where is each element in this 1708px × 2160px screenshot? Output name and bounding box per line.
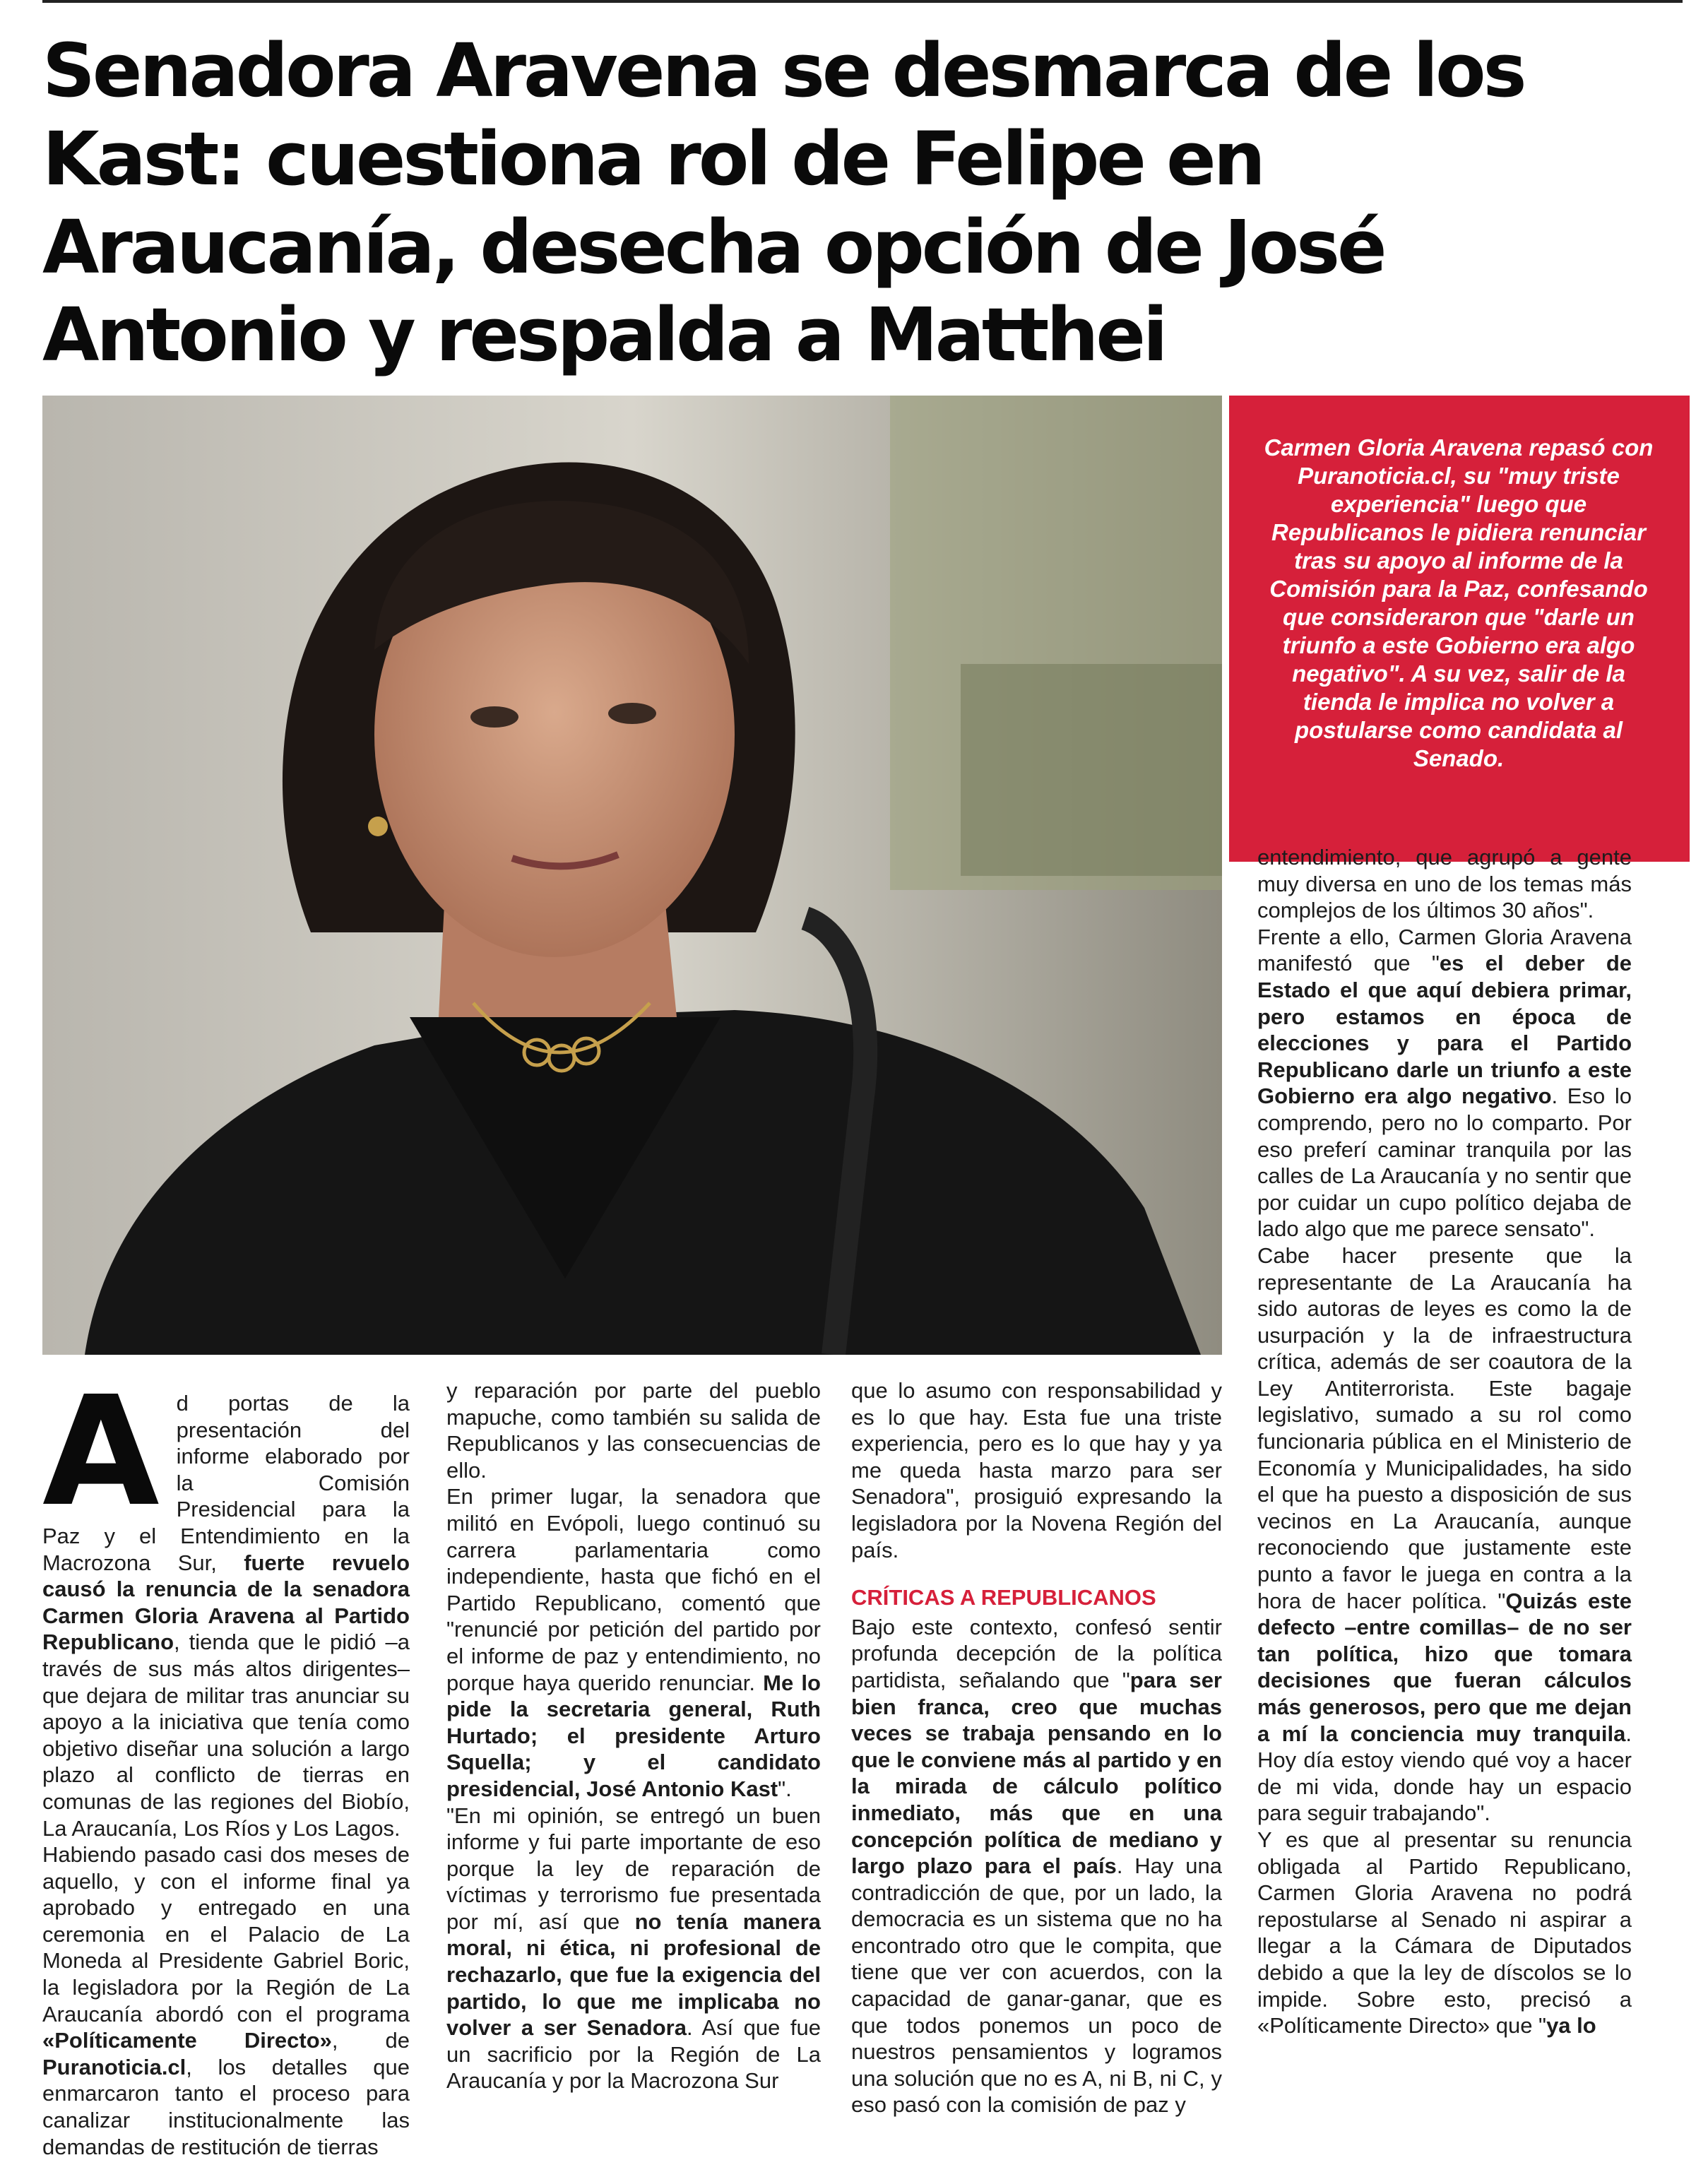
highlight-callout: [1229, 396, 1690, 862]
article-column-4: [1257, 844, 1632, 2039]
top-rule: [42, 0, 1683, 3]
paragraph: Y es que al presentar su renuncia obligada al Partido Republicano, Carmen Gloria Aravena no podrá repostularse al Senado ni aspirar a llegar a la Cámara de Diputados debido a que la ley de díscolos se lo impide. Sobre esto, precisó a «Políticamente Directo» que "ya lo: [1257, 1827, 1632, 2039]
paragraph: "En mi opinión, se entregó un buen informe y fui parte importante de eso porque la ley de reparación de víctimas y terrorismo fue presentada por mí, así que no tenía manera moral, ni ética, ni profesional de rechazarlo, que fue la exigencia del partido, lo que me implicaba no volver a ser Senadora. Así que fue un sacrificio por la Región de La Araucanía y por la Macrozona Sur: [446, 1803, 821, 2094]
section-subhead: CRÍTICAS A REPUBLICANOS: [851, 1585, 1156, 1610]
paragraph: que lo asumo con responsabilidad y es lo que hay. Esta fue una triste experiencia, pero es lo que hay y ya me queda hasta marzo para ser Senadora", prosiguió expresando la legisladora por la Novena Región del país.: [851, 1378, 1222, 1562]
headline: Senadora Aravena se desmarca de los Kast: cuestiona rol de Felipe en Araucanía, desecha opción de José Antonio y respalda a Matthei: [42, 28, 1524, 379]
drop-cap: A: [42, 1364, 160, 1540]
paragraph: Cabe hacer presente que la representante de La Araucanía ha sido autoras de leyes es como la de usurpación y la de infraestructura crítica, además de ser coautora de la Ley Antiterrorista. Este bagaje legislativo, sumado a su rol como funcionaria pública en el Ministerio de Economía y Municipalidades, ha sido el que ha puesto a disposición de sus vecinos en La Araucanía, aunque reconociendo que justamente este punto a favor le juega en contra a la hora de hacer política. "Quizás este defecto –entre comillas– de no ser tan política, hizo que tomara decisiones que fueran cálculos más generosos, pero que me dejan a mí la conciencia muy tranquila. Hoy día estoy viendo qué voy a hacer de mi vida, donde hay un espacio para seguir trabajando".: [1257, 1242, 1632, 1826]
lead-paragraph: Ad portas de la presentación del informe elaborado por la Comisión Presidencial para la Paz y el Entendimiento en la Macrozona Sur, fuerte revuelo causó la renuncia de la senadora Carmen Gloria Aravena al Partido Republicano, tienda que le pidió –a través de sus más altos dirigentes– que dejara de militar tras anunciar su apoyo a la iniciativa que tenía como objetivo diseñar una solución a largo plazo al conflicto de tierras en comunas de las regiones del Biobío, La Araucanía, Los Ríos y Los Lagos.: [42, 1364, 410, 1841]
article-column-2: [446, 1377, 821, 2094]
paragraph: entendimiento, que agrupó a gente muy diversa en uno de los temas más complejos de los últimos 30 años".: [1257, 845, 1632, 923]
paragraph: Habiendo pasado casi dos meses de aquello, y con el informe final ya aprobado y entregado en una ceremonia en el Palacio de La Moneda al Presidente Gabriel Boric, la legisladora por la Región de La Araucanía abordó con el programa «Políticamente Directo», de Puranoticia.cl, los detalles que enmarcaron tanto el proceso para canalizar institucionalmente las demandas de restitución de tierras: [42, 1842, 410, 2159]
paragraph: Frente a ello, Carmen Gloria Aravena manifestó que "es el deber de Estado el que aquí debiera primar, pero estamos en época de elecciones y para el Partido Republicano darle un triunfo a este Gobierno era algo negativo. Eso lo comprendo, pero no lo comparto. Por eso preferí caminar tranquila por las calles de La Araucanía y no sentir que por cuidar un cupo político dejaba de lado algo que me parece sensato".: [1257, 924, 1632, 1242]
callout-text: Carmen Gloria Aravena repasó con Puranoticia.cl, su "muy triste experiencia" luego que Republicanos le pidiera renunciar tras su apoyo al informe de la Comisión para la Paz, confesando que consideraron que "darle un triunfo a este Gobierno era algo negativo". A su vez, salir de la tienda le implica no volver a postularse como candidata al Senado.: [1264, 434, 1654, 771]
article-column-1: [42, 1364, 410, 2160]
paragraph: Bajo este contexto, confesó sentir profunda decepción de la política partidista, señalando que "para ser bien franca, creo que muchas veces se trabaja pensando en lo que le conviene más al partido y en la mirada de cálculo político inmediato, más que en una concepción política de mediano y largo plazo para el país. Hay una contradicción de que, por un lado, la democracia es un sistema que no ha encontrado otro que le compita, que tiene que ver con acuerdos, con la capacidad de ganar-ganar, que es que todos ponemos un poco de nuestros pensamientos y logramos una solución que no es A, ni B, ni C, y eso pasó con la comisión de paz y: [851, 1614, 1222, 2118]
article-column-3: [851, 1377, 1222, 2118]
portrait-illustration: [42, 396, 1222, 1355]
article-photo: [42, 396, 1222, 1355]
paragraph: y reparación por parte del pueblo mapuche, como también su salida de Republicanos y las consecuencias de ello.: [446, 1378, 821, 1483]
paragraph: En primer lugar, la senadora que militó en Evópoli, luego continuó su carrera parlamentaria como independiente, hasta que fichó en el Partido Republicano, comentó que "renuncié por petición del partido por el informe de paz y entendimiento, no porque haya querido renunciar. Me lo pide la secretaria general, Ruth Hurtado; el presidente Arturo Squella; y el candidato presidencial, José Antonio Kast".: [446, 1484, 821, 1801]
